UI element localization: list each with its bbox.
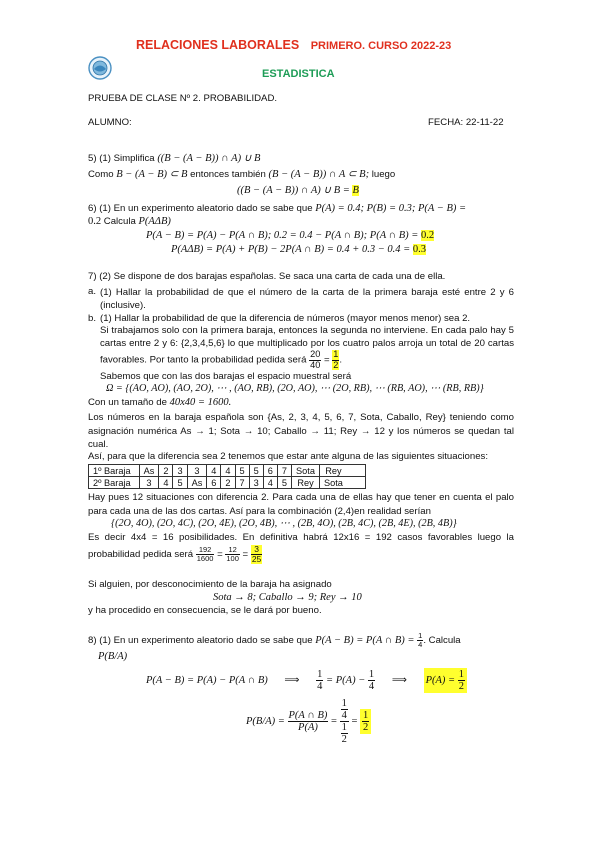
- student-label: ALUMNO:: [88, 117, 132, 128]
- q8-line2: P(B/A): [98, 651, 128, 662]
- q7-final: Es decir 4x4 = 16 posibilidades. En definitiva habrá 12x16 = 192 casos favorables luego la probabilidad pedida será $\frac{192}{1600}$ = $\frac{12}{100}$ = $\frac{3}{25}$: [88, 532, 514, 564]
- date-label: FECHA: 22-11-22: [428, 117, 504, 128]
- q5-line1: 5) (1) Simplifica ((B − (A − B)) ∩ A) ∪ B: [88, 153, 261, 164]
- q5-answer: B: [352, 185, 359, 196]
- q7-space-intro: Sabemos que con las dos barajas el espacio muestral será: [100, 371, 352, 382]
- fraction: $\frac{1}{4}$: [418, 631, 423, 649]
- q7-sample-space: Ω = {(AO, AO), (AO, 2O), ⋯ , (AO, RB), (2O, AO), ⋯ (2O, RB), ⋯ (RB, AO), ⋯ (RB, RB)}: [106, 383, 484, 394]
- q6-line4: P(AΔB) = P(A) + P(B) − 2P(A ∩ B) = 0.4 + 0.3 − 0.4 = 0.3: [171, 244, 427, 255]
- q7-note-assignment: Sota → 8; Caballo → 9; Rey → 10: [213, 592, 362, 603]
- logo-seal: [88, 56, 112, 83]
- compound-fraction: $\frac{\frac{1}{4}}{\frac{1}{2}}$: [341, 698, 347, 746]
- fraction: $\frac{P(A \cap B)}{P(A)}$: [288, 710, 328, 734]
- test-title: PRUEBA DE CLASE Nº 2. PROBABILIDAD.: [88, 93, 278, 104]
- table-row: 1º Baraja As 2 3 3 4 4 5 5 6 7 Sota Rey: [89, 465, 366, 477]
- q5-line3: ((B − (A − B)) ∩ A) ∪ B = B: [237, 185, 359, 196]
- q7-a-text: (1) Hallar la probabilidad de que el número de la carta de la primera baraja esté entre 2 y 6 (inclusive).: [100, 287, 514, 311]
- q8-derivation: P(A − B) = P(A) − P(A ∩ B) ⟹ $\frac{1}{4}$ = P(A) − $\frac{1}{4}$ ⟹ P(A) = $\frac{1}{2}$: [146, 668, 467, 693]
- fraction: $\frac{192}{1600}$: [196, 545, 214, 563]
- q7-b-explanation: Si trabajamos solo con la primera baraja, entonces la segunda no interviene. En cada palo hay 5 cartas entre 2 y 6: {2,3,4,5,6} lo que multiplicado por los cuatro palos arroja un total de 20 cartas favorables. Por tanto la probabilidad pedida será $\frac{20}{40}$ = $\frac{1}{2}$ .: [100, 325, 514, 370]
- q7-b-answer: $\frac{3}{25}$: [251, 544, 262, 564]
- implies-arrow: ⟹: [391, 675, 407, 687]
- q7-after-table: Hay pues 12 situaciones con diferencia 2. Para cada una de ellas hay que tener en cuenta el palo para cada una de las dos cartas. Así para la combinación (2,4)en realidad serían: [88, 492, 514, 517]
- q7-combinations: {(2O, 4O), (2O, 4C), (2O, 4E), (2O, 4B), ⋯ , (2B, 4O), (2B, 4C), (2B, 4E), (2B, 4B)}: [111, 518, 457, 529]
- q8-answer: $\frac{1}{2}$: [360, 709, 371, 734]
- course-title: [136, 38, 451, 52]
- q7-note2: y ha procedido en consecuencia, se le dará por bueno.: [88, 605, 322, 616]
- fraction: $\frac{1}{4}$: [317, 669, 323, 693]
- q8-pa-answer: P(A) = $\frac{1}{2}$: [424, 668, 467, 693]
- subject-title: ESTADISTICA: [262, 68, 335, 80]
- fraction: $\frac{1}{2}$: [458, 669, 464, 693]
- q8-result: P(B/A) = $\frac{P(A \cap B)}{P(A)}$ = $\frac{\frac{1}{4}}{\frac{1}{2}}$ = $\frac{1}{2}$: [246, 698, 371, 745]
- q6-line2: 0.2 Calcula P(AΔB): [88, 216, 171, 227]
- course-text: PRIMERO. CURSO 2022-23: [310, 40, 452, 52]
- q6-line1: 6) (1) En un experimento aleatorio dado se sabe que P(A) = 0.4; P(B) = 0.3; P(A − B) =: [88, 203, 467, 214]
- q7-b-label: b.: [88, 313, 97, 324]
- fraction: $\frac{20}{40}$: [310, 349, 321, 370]
- q7-a-answer: $\frac{1}{2}$: [333, 349, 339, 370]
- q7-note1: Si alguien, por desconocimiento de la baraja ha asignado: [88, 579, 332, 590]
- q6-answer: 0.3: [412, 244, 427, 255]
- q5-line2: Como B − (A − B) ⊂ B entonces también (B − (A − B)) ∩ A ⊂ B; luego: [88, 169, 396, 180]
- title-text: RELACIONES LABORALES: [136, 38, 300, 52]
- q7-card-table: [88, 464, 366, 489]
- q7-table-intro: Así, para que la diferencia sea 2 tenemos que estar ante alguna de las siguientes situaciones:: [88, 451, 488, 462]
- implies-arrow: ⟹: [284, 675, 300, 687]
- fraction: $\frac{1}{4}$: [368, 669, 375, 693]
- q7-size: Con un tamaño de 40x40 = 1600.: [88, 397, 232, 408]
- fraction: $\frac{12}{100}$: [226, 545, 239, 563]
- q7-numbers: Los números en la baraja española son {As, 2, 3, 4, 5, 6, 7, Sota, Caballo, Rey} teniendo como asignación numérica As → 1; Sota → 10; Caballo → 11; Rey → 12 y los números se quedan tal cual.: [88, 412, 514, 450]
- q7-b-text: (1) Hallar la probabilidad de que la diferencia de números (mayor menos menor) sea 2.: [100, 313, 471, 324]
- q8-line1: 8) (1) En un experimento aleatorio dado se sabe que P(A − B) = P(A ∩ B) = $\frac{1}{4}$ . Calcula: [88, 631, 461, 649]
- q6-line3: P(A − B) = P(A) − P(A ∩ B); 0.2 = 0.4 − P(A ∩ B); P(A ∩ B) = 0.2: [146, 230, 435, 241]
- table-row: 2º Baraja 3 4 5 As 6 2 7 3 4 5 Rey Sota: [89, 477, 366, 489]
- q7-a-label: a.: [88, 286, 97, 297]
- q6-intersection-answer: 0.2: [421, 230, 435, 241]
- q7-intro: 7) (2) Se dispone de dos barajas españolas. Se saca una carta de cada una de ella.: [88, 271, 446, 282]
